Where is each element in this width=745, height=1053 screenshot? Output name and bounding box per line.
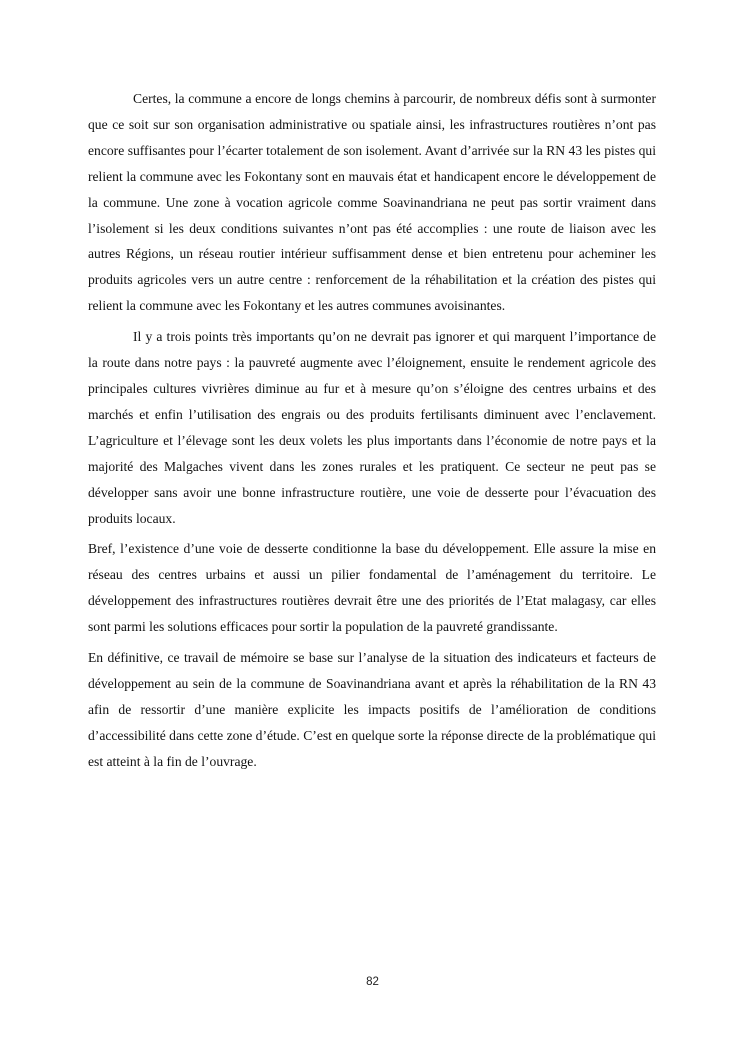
paragraph-2: Il y a trois points très importants qu’on ne devrait pas ignorer et qui marquent l’importance de la route dans notre pays : la pauvreté augmente avec l’éloignement, ensuite le rendement agricole des principales cultures vivrières diminue au fur et à mesure qu’on s’éloigne des centres urbains et des marchés et enfin l’utilisation des engrais ou des produits fertilisants diminuent avec l’enclavement. L’agriculture et l’élevage sont les deux volets les plus importants dans l’économie de notre pays et la majorité des Malgaches vivent dans les zones rurales et les pratiquent. Ce secteur ne peut pas se développer sans avoir une bonne infrastructure routière, une voie de desserte pour l’évacuation des produits locaux. xyxy=(88,329,656,526)
page-number: 82 xyxy=(366,976,379,988)
paragraph-4: En définitive, ce travail de mémoire se base sur l’analyse de la situation des indicateurs et facteurs de développement au sein de la commune de Soavinandriana avant et après la réhabilitation de la RN 43 afin de ressortir d’une manière explicite les impacts positifs de l’amélioration de conditions d’accessibilité dans cette zone d’étude. C’est en quelque sorte la réponse directe de la problématique qui est atteint à la fin de l’ouvrage. xyxy=(88,650,656,769)
body-text xyxy=(88,86,656,780)
paragraph-1: Certes, la commune a encore de longs chemins à parcourir, de nombreux défis sont à surmonter que ce soit sur son organisation administrative ou spatiale ainsi, les infrastructures routières n’ont pas encore suffisantes pour l’écarter totalement de son isolement. Avant d’arrivée sur la RN 43 les pistes qui relient la commune avec les Fokontany sont en mauvais état et handicapent encore le développement de la commune. Une zone à vocation agricole comme Soavinandriana ne peut pas sortir vraiment dans l’isolement si les deux conditions suivantes n’ont pas été accomplies : une route de liaison avec les autres Régions, un réseau routier intérieur suffisamment dense et bien entretenu pour acheminer les produits agricoles vers un autre centre : renforcement de la réhabilitation et la création des pistes qui relient la commune avec les Fokontany et les autres communes avoisinantes. xyxy=(88,91,656,314)
paragraph-3: Bref, l’existence d’une voie de desserte conditionne la base du développement. Elle assure la mise en réseau des centres urbains et aussi un pilier fondamental de l’aménagement du territoire. Le développement des infrastructures routières devrait être une des priorités de l’Etat malagasy, car elles sont parmi les solutions efficaces pour sortir la population de la pauvreté grandissante. xyxy=(88,541,656,635)
